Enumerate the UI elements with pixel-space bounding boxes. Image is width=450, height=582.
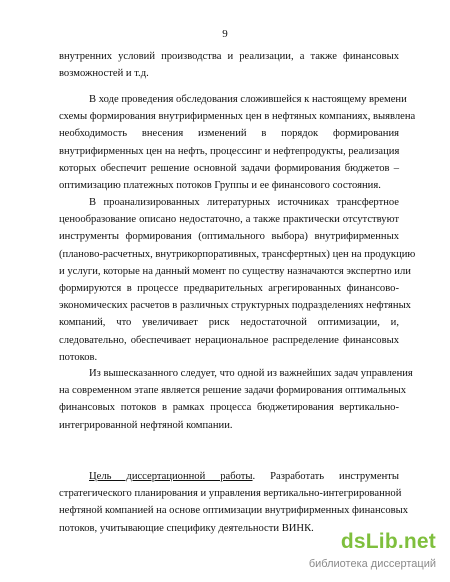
text-line: которых обеспечит решение основной задачи формирования бюджетов –	[59, 162, 399, 174]
dslib-subtitle: библиотека диссертаций	[308, 558, 436, 570]
text-line: и услуги, которые на данный момент по существу назначаются экспертно или	[59, 265, 411, 277]
text-line: инструменты формирования (оптимального выбора) внутрифирменных	[59, 231, 399, 243]
text-line: необходимость внесения изменений в порядок формирования	[59, 128, 399, 140]
text-line: внутрифирменных цен на нефть, процессинг и нефтепродукты, реализация	[59, 145, 400, 157]
paragraph-2	[59, 91, 416, 194]
text-line: экономических расчетов в различных структурных подразделениях нефтяных	[59, 300, 411, 312]
text-line: возможностей и т.д.	[59, 68, 149, 80]
text-line: на современном этапе является решение задачи формирования оптимальных	[59, 385, 407, 397]
dslib-watermark	[286, 530, 436, 570]
text-line	[59, 468, 399, 485]
text-line: внутренних условий производства и реализации, а также финансовых	[59, 51, 399, 62]
text-line: потоков.	[59, 351, 98, 363]
text-line: нефтяной компанией на основе оптимизации внутрифирменных финансовых	[59, 505, 409, 517]
paragraph-3	[59, 194, 416, 366]
text-line: В ходе проведения обследования сложившейся к настоящему времени	[89, 94, 407, 105]
text-line: следовательно, обеспечивает нерациональное распределение финансовых	[59, 334, 399, 346]
paragraph-1	[59, 48, 399, 82]
text-line: стратегического планирования и управления вертикально-интегрированной	[59, 488, 402, 500]
text-line: схемы формирования внутрифирменных цен в нефтяных компаниях, выявлена	[59, 111, 416, 123]
text-line: В проанализированных литературных источниках трансфертное	[89, 197, 399, 208]
text-line: (планово-расчетных, внутрикорпоративных, трансфертных) цен на продукцию	[59, 248, 416, 260]
text-line: интегрированной нефтяной компании.	[59, 419, 233, 431]
paragraph-4	[59, 365, 413, 434]
dslib-logo: dsLib.net	[340, 530, 436, 553]
text-line: оптимизацию платежных потоков Группы и ее финансового состояния.	[59, 180, 381, 192]
paragraph-5	[59, 468, 409, 537]
text-line: компаний, что увеличивает риск недостаточной оптимизации, и,	[59, 317, 399, 329]
text-line: Из вышесказанного следует, что одной из важнейших задач управления	[89, 368, 413, 379]
goal-text: . Разработать инструменты	[252, 471, 399, 482]
text-line: потоков, учитывающие специфику деятельности ВИНК.	[59, 522, 314, 534]
text-line: ценообразование описано недостаточно, а также практически отсутствуют	[59, 214, 399, 226]
text-line: финансовых потоков в рамках процесса бюджетирования вертикально-	[59, 402, 399, 414]
goal-label: Цель диссертационной работы	[89, 471, 253, 482]
text-line: формируются в процессе предварительных агрегированных финансово-	[59, 283, 399, 295]
page-number: 9	[222, 28, 228, 40]
